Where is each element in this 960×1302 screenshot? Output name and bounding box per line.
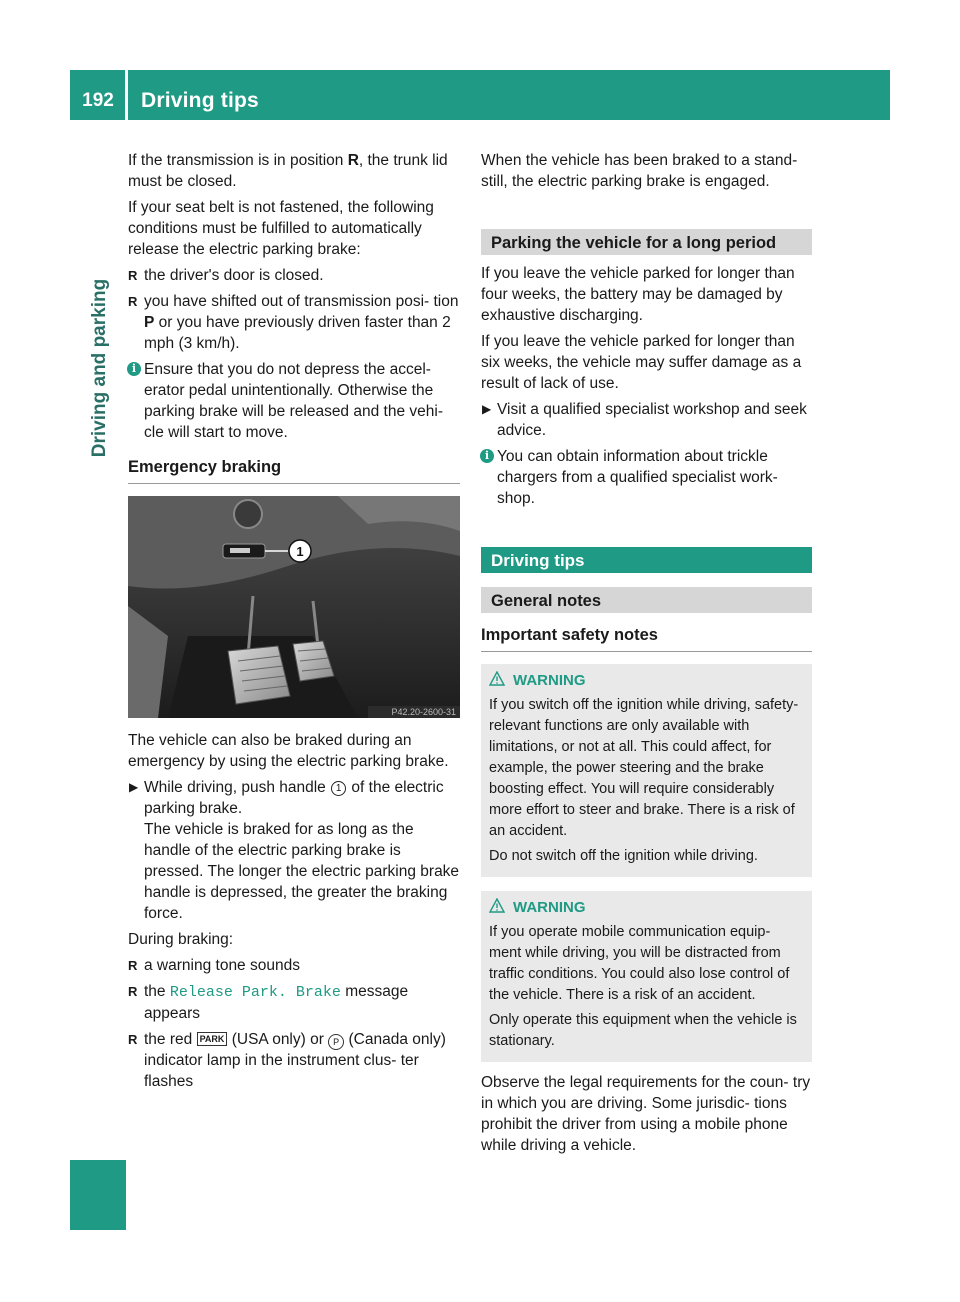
paragraph-during-braking: During braking: <box>128 931 234 948</box>
paragraph-four-weeks: If you leave the vehicle parked for longer than four weeks, the battery may be damaged by exhaustive discharging. <box>481 265 795 324</box>
paragraph-seat-belt: If your seat belt is not fastened, the following conditions must be fulfilled to automatically release the electric parking brake: <box>128 199 434 258</box>
bullet-icon: R <box>128 294 138 309</box>
bullet-icon: R <box>128 1032 138 1047</box>
paragraph-trunk: If the transmission is in position R, the trunk lid must be closed. <box>128 152 448 190</box>
header-divider <box>125 70 128 120</box>
list-item: R the Release Park. Brake message appears <box>128 983 409 1022</box>
section-title: Driving tips <box>141 89 259 112</box>
warning-box-ignition: WARNING If you switch off the ignition while driving, safety-relevant functions are only available with limitations, or not at all. This could affect, for example, the power steering and the brake boosting effect. You will require considerably more effort to steer and brake. There is a risk of an accident. Do not switch off the ignition while driving. <box>481 664 812 877</box>
left-column <box>128 150 460 1097</box>
side-thumb-square <box>70 1160 126 1230</box>
step-item: ▶ While driving, push handle 1 of the electric parking brake. The vehicle is braked for as long as the handle of the electric parking brake is pressed. The longer the electric parking brake handle is depressed, the greater the braking force. <box>129 779 460 922</box>
bullet-icon: R <box>128 268 138 283</box>
info-note: i You can obtain information about trickle chargers from a qualified specialist work- shop. <box>481 446 812 509</box>
warning-box-mobile: WARNING If you operate mobile communication equip- ment while driving, you will be distracted from traffic conditions. You could also lose control of the vehicle. There is a risk of an accident. Only operate this equipment when the vehicle is stationary. <box>481 891 812 1062</box>
warning-title: WARNING <box>489 670 804 691</box>
info-icon: i <box>480 449 494 463</box>
step-item: ▶ Visit a qualified specialist workshop and seek advice. <box>482 401 807 439</box>
side-tab-label: Driving and parking <box>89 278 110 458</box>
heading-important-safety-notes: Important safety notes <box>481 625 812 652</box>
bullet-icon: R <box>128 958 138 973</box>
list-item: R the driver's door is closed. <box>128 267 324 284</box>
list-item: R you have shifted out of transmission posi- tion P or you have previously driven faster than 2 mph (3 km/h). <box>128 293 459 352</box>
paragraph-standstill: When the vehicle has been braked to a stand- still, the electric parking brake is engaged. <box>481 152 798 190</box>
list-item: R a warning tone sounds <box>128 957 300 974</box>
paragraph-emergency: The vehicle can also be braked during an emergency by using the electric parking brake. <box>128 732 449 770</box>
parking-brake-figure <box>128 496 460 718</box>
warning-title: WARNING <box>489 897 804 918</box>
heading-emergency-braking: Emergency braking <box>128 457 460 484</box>
figure-callout-1: 1 <box>296 544 304 559</box>
step-arrow-icon: ▶ <box>129 780 139 794</box>
list-item: R the red PARK (USA only) or P (Canada only) indicator lamp in the instrument clus- ter flashes <box>128 1031 446 1090</box>
display-message: Release Park. Brake <box>169 984 341 1001</box>
callout-1-icon: 1 <box>331 781 346 796</box>
step-arrow-icon: ▶ <box>482 402 492 416</box>
p-circle-indicator-icon: P <box>328 1034 344 1050</box>
park-indicator-icon: PARK <box>197 1032 228 1046</box>
paragraph-legal: Observe the legal requirements for the coun- try in which you are driving. Some jurisdic- tions prohibit the driver from using a mobile phone while driving a vehicle. <box>481 1074 811 1154</box>
heading-general-notes: General notes <box>481 587 812 613</box>
figure-code: P42.20-2600-31 <box>391 707 456 717</box>
info-icon: i <box>127 362 141 376</box>
warning-triangle-icon <box>489 898 505 914</box>
side-tab <box>85 248 115 488</box>
heading-driving-tips: Driving tips <box>481 547 812 573</box>
right-column <box>481 150 812 1161</box>
heading-parking-long-period: Parking the vehicle for a long period <box>481 229 812 255</box>
footwell-illustration <box>128 496 460 718</box>
bullet-icon: R <box>128 984 138 999</box>
warning-triangle-icon <box>489 671 505 687</box>
paragraph-six-weeks: If you leave the vehicle parked for longer than six weeks, the vehicle may suffer damage as a result of lack of use. <box>481 333 802 392</box>
page-number: 192 <box>82 90 114 111</box>
info-note: i Ensure that you do not depress the accel- erator pedal unintentionally. Otherwise the parking brake will be released and the vehi- cle will start to move. <box>128 359 460 443</box>
